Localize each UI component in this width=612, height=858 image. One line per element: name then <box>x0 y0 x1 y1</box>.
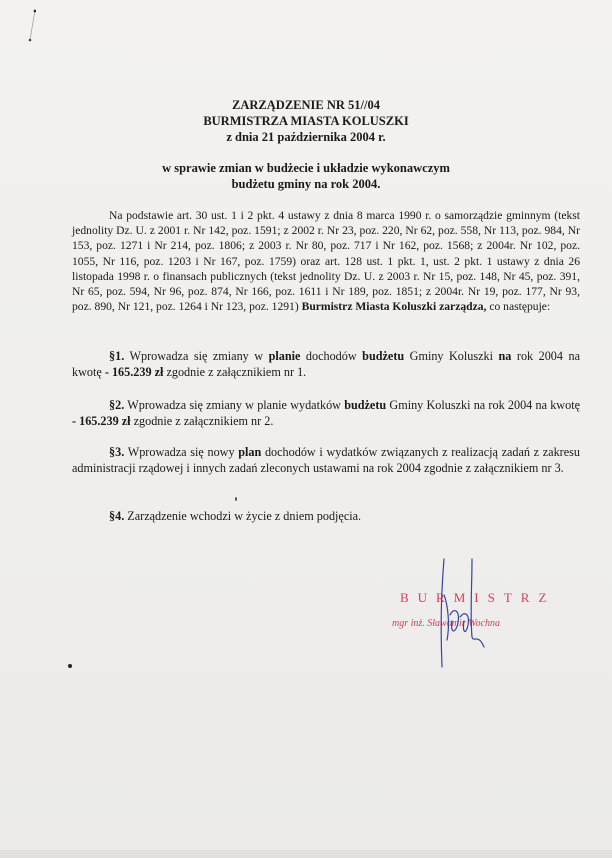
paragraph-text: Wprowadza się zmiany w planie wydatków <box>124 398 345 412</box>
subject-line-1: w sprawie zmian w budżecie i układzie wykonawczym <box>162 161 450 175</box>
paragraph-3 <box>72 444 580 476</box>
paragraph-1 <box>72 348 580 380</box>
paragraph-text: rok 2004 na kwotę <box>72 349 580 379</box>
handwritten-signature <box>420 555 500 675</box>
header-date: z dnia 21 października 2004 r. <box>226 130 386 144</box>
paragraph-text: Wprowadza się zmiany w <box>124 349 269 363</box>
paragraph-bold: na <box>498 349 512 363</box>
page-edge <box>0 850 612 858</box>
paragraph-bold: budżetu <box>362 349 405 363</box>
document-header <box>0 97 612 145</box>
paragraph-bold: budżetu <box>344 398 387 412</box>
paragraph-label: §2. <box>109 398 125 412</box>
stamp-name: mgr inż. Sławomir Wochna <box>392 618 500 629</box>
paragraph-text: Zarządzenie wchodzi w życie z dniem podjęcia. <box>124 509 362 523</box>
paragraph-text: zgodnie z załącznikiem nr 2. <box>130 414 274 428</box>
paragraph-text: Gminy Koluszki <box>404 349 499 363</box>
scan-speck-mark <box>28 8 36 42</box>
paragraph-label: §1. <box>109 349 125 363</box>
amount-value: - 165.239 zł <box>72 414 131 428</box>
paragraph-label: §3. <box>109 445 125 459</box>
paragraph-bold: planie <box>268 349 301 363</box>
amount-value: - 165.239 zł <box>104 365 164 379</box>
paragraph-text: dochodów i wydatków związanych z realizacją zadań z zakresu administracji rządowej i innych zadań zleconych ustawami na rok 2004 zgodnie z załącznikiem nr 3. <box>72 445 580 475</box>
paragraph-label: §4. <box>109 509 125 523</box>
preamble-paragraph <box>72 208 580 314</box>
paragraph-text: zgodnie z załącznikiem nr 1. <box>163 365 307 379</box>
subject-line-2: budżetu gminy na rok 2004. <box>231 177 381 191</box>
scan-speck <box>235 497 237 501</box>
header-title: ZARZĄDZENIE NR 51//04 <box>232 98 380 112</box>
document-subject <box>0 160 612 192</box>
paragraph-text: Gminy Koluszki na rok 2004 na kwotę <box>386 398 580 412</box>
scan-speck <box>68 664 72 668</box>
paragraph-text: dochodów <box>300 349 363 363</box>
paragraph-2 <box>72 397 580 429</box>
preamble-text: Na podstawie art. 30 ust. 1 i 2 pkt. 4 ustawy z dnia 8 marca 1990 r. o samorządzie gminnym (tekst jednolity Dz. U. z 2001 r. Nr 142, poz. 1591; z 2002 r. Nr 23, poz. 220, Nr 62, poz. 558, Nr 113, poz. 984, Nr 153, poz. 1271 i Nr 214, poz. 1806; z 2003 r. Nr 80, poz. 717 i Nr 162, poz. 1568; z 2004r. Nr 102, poz. 1055, Nr 116, poz. 1203 i Nr 167, poz. 1759) oraz art. 128 ust. 1 pkt. 1, ust. 2 pkt. 1 ustawy z dnia 26 listopada 1998 r. o finansach publicznych (tekst jednolity Dz. U. z 2003 r. Nr 15, poz. 148, Nr 45, poz. 391, Nr 65, poz. 594, Nr 96, poz. 874, Nr 166, poz. 1611 i Nr 189, poz. 1851; z 2004r. Nr 19, poz. 177, Nr 93, poz. 890, Nr 121, poz. 1264 i Nr 123, poz. 1291) <box>72 209 580 314</box>
stamp-title: BURMISTRZ <box>400 590 556 605</box>
paragraph-text: Wprowadza się nowy <box>124 445 239 459</box>
header-issuer: BURMISTRZA MIASTA KOLUSZKI <box>203 114 409 128</box>
paragraph-bold: plan <box>238 445 262 459</box>
preamble-tail: co następuje: <box>486 300 551 314</box>
preamble-bold: Burmistrz Miasta Koluszki zarządza, <box>301 300 487 314</box>
paragraph-4 <box>72 508 580 524</box>
